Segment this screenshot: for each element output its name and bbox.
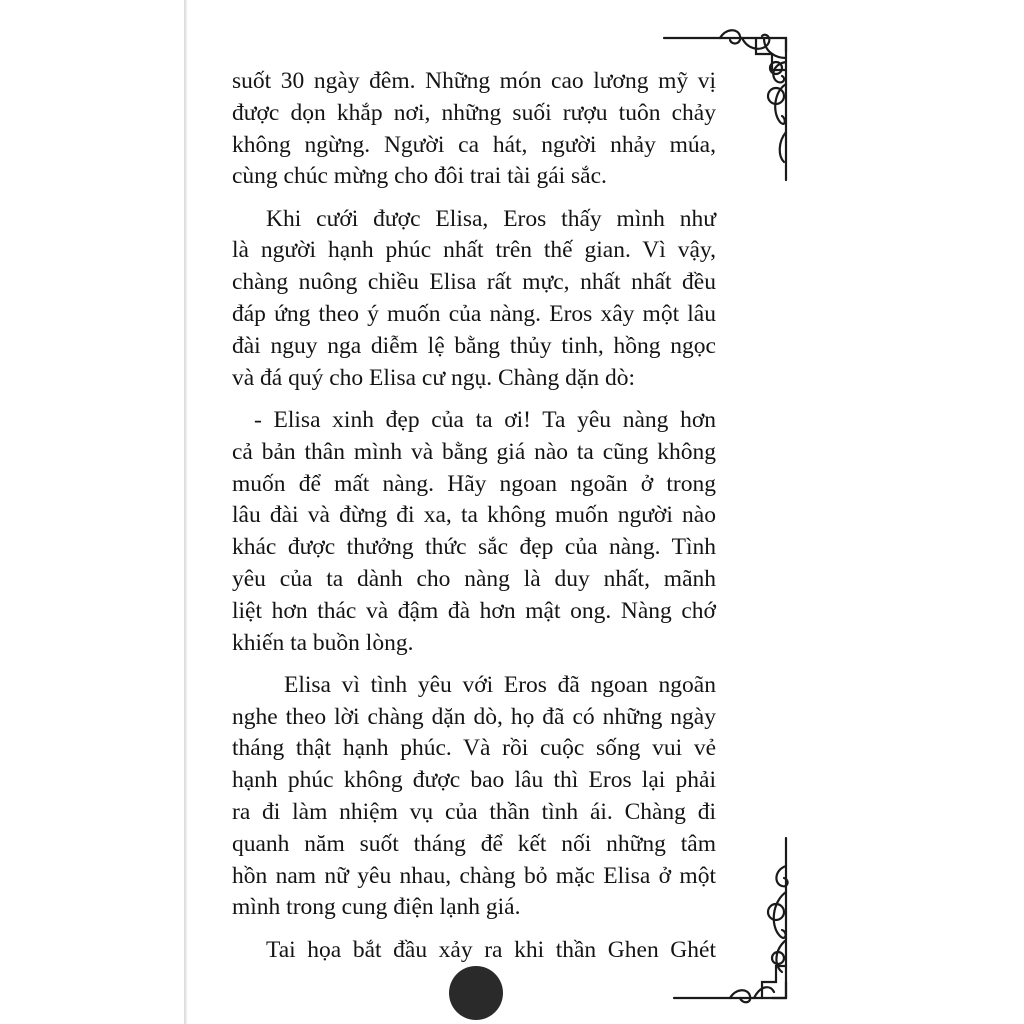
text-line: liệt hơn thác và đậm đà hơn mật ong. Nàng chớ bbox=[232, 597, 716, 624]
text-line: cùng chúc mừng cho đôi trai tài gái sắc. bbox=[232, 163, 607, 190]
text-line: khiến ta buồn lòng. bbox=[232, 629, 414, 656]
paragraph-wedding bbox=[232, 204, 716, 395]
text-line: - Elisa xinh đẹp của ta ơi! Ta yêu nàng hơn bbox=[254, 406, 716, 433]
paragraph-dialogue bbox=[232, 405, 716, 659]
paragraph-disaster bbox=[232, 935, 716, 967]
text-line: hạnh phúc không được bao lâu thì Eros lại phải bbox=[232, 767, 716, 794]
text-line: suốt 30 ngày đêm. Những món cao lương mỹ vị bbox=[232, 68, 716, 94]
text-line: hồn nam nữ yêu nhau, chàng bỏ mặc Elisa ở một bbox=[232, 862, 716, 889]
text-line: ra đi làm nhiệm vụ của thần tình ái. Chàng đi bbox=[232, 799, 716, 826]
text-line: không ngừng. Người ca hát, người nhảy múa, bbox=[232, 131, 716, 158]
paragraph-continuation bbox=[232, 66, 716, 193]
text-line: mình trong cung điện lạnh giá. bbox=[232, 894, 521, 921]
text-line: tháng thật hạnh phúc. Và rồi cuộc sống vui vẻ bbox=[232, 735, 716, 762]
text-line: và đá quý cho Elisa cư ngụ. Chàng dặn dò: bbox=[232, 364, 636, 391]
text-line: Elisa vì tình yêu với Eros đã ngoan ngoãn bbox=[284, 671, 716, 698]
body-text bbox=[232, 66, 716, 977]
text-line: Khi cưới được Elisa, Eros thấy mình như bbox=[266, 205, 716, 232]
text-line: đài nguy nga diễm lệ bằng thủy tinh, hồng ngọc bbox=[232, 332, 716, 359]
text-line: cả bản thân mình và bằng giá nào ta cũng không bbox=[232, 438, 716, 465]
text-line: muốn để mất nàng. Hãy ngoan ngoãn ở trong bbox=[232, 470, 716, 497]
text-line: lâu đài và đừng đi xa, ta không muốn người nào bbox=[232, 502, 716, 529]
page-binding-edge bbox=[184, 0, 187, 1024]
text-line: Tai họa bắt đầu xảy ra khi thần Ghen Ghét bbox=[266, 936, 716, 963]
text-line: quanh năm suốt tháng để kết nối những tâm bbox=[232, 830, 716, 857]
text-line: đáp ứng theo ý muốn của nàng. Eros xây một lâu bbox=[232, 301, 716, 328]
text-line: yêu của ta dành cho nàng là duy nhất, mãnh bbox=[232, 565, 716, 592]
page-number-marker bbox=[449, 966, 503, 1020]
paragraph-happiness bbox=[232, 670, 716, 924]
text-line: nghe theo lời chàng dặn dò, họ đã có những ngày bbox=[232, 703, 716, 730]
text-line: được dọn khắp nơi, những suối rượu tuôn chảy bbox=[232, 99, 716, 126]
text-line: chàng nuông chiều Elisa rất mực, nhất nhất đều bbox=[232, 269, 716, 296]
text-line: là người hạnh phúc nhất trên thế gian. Vì vậy, bbox=[232, 237, 716, 264]
text-line: khác được thưởng thức sắc đẹp của nàng. Tình bbox=[232, 534, 716, 561]
